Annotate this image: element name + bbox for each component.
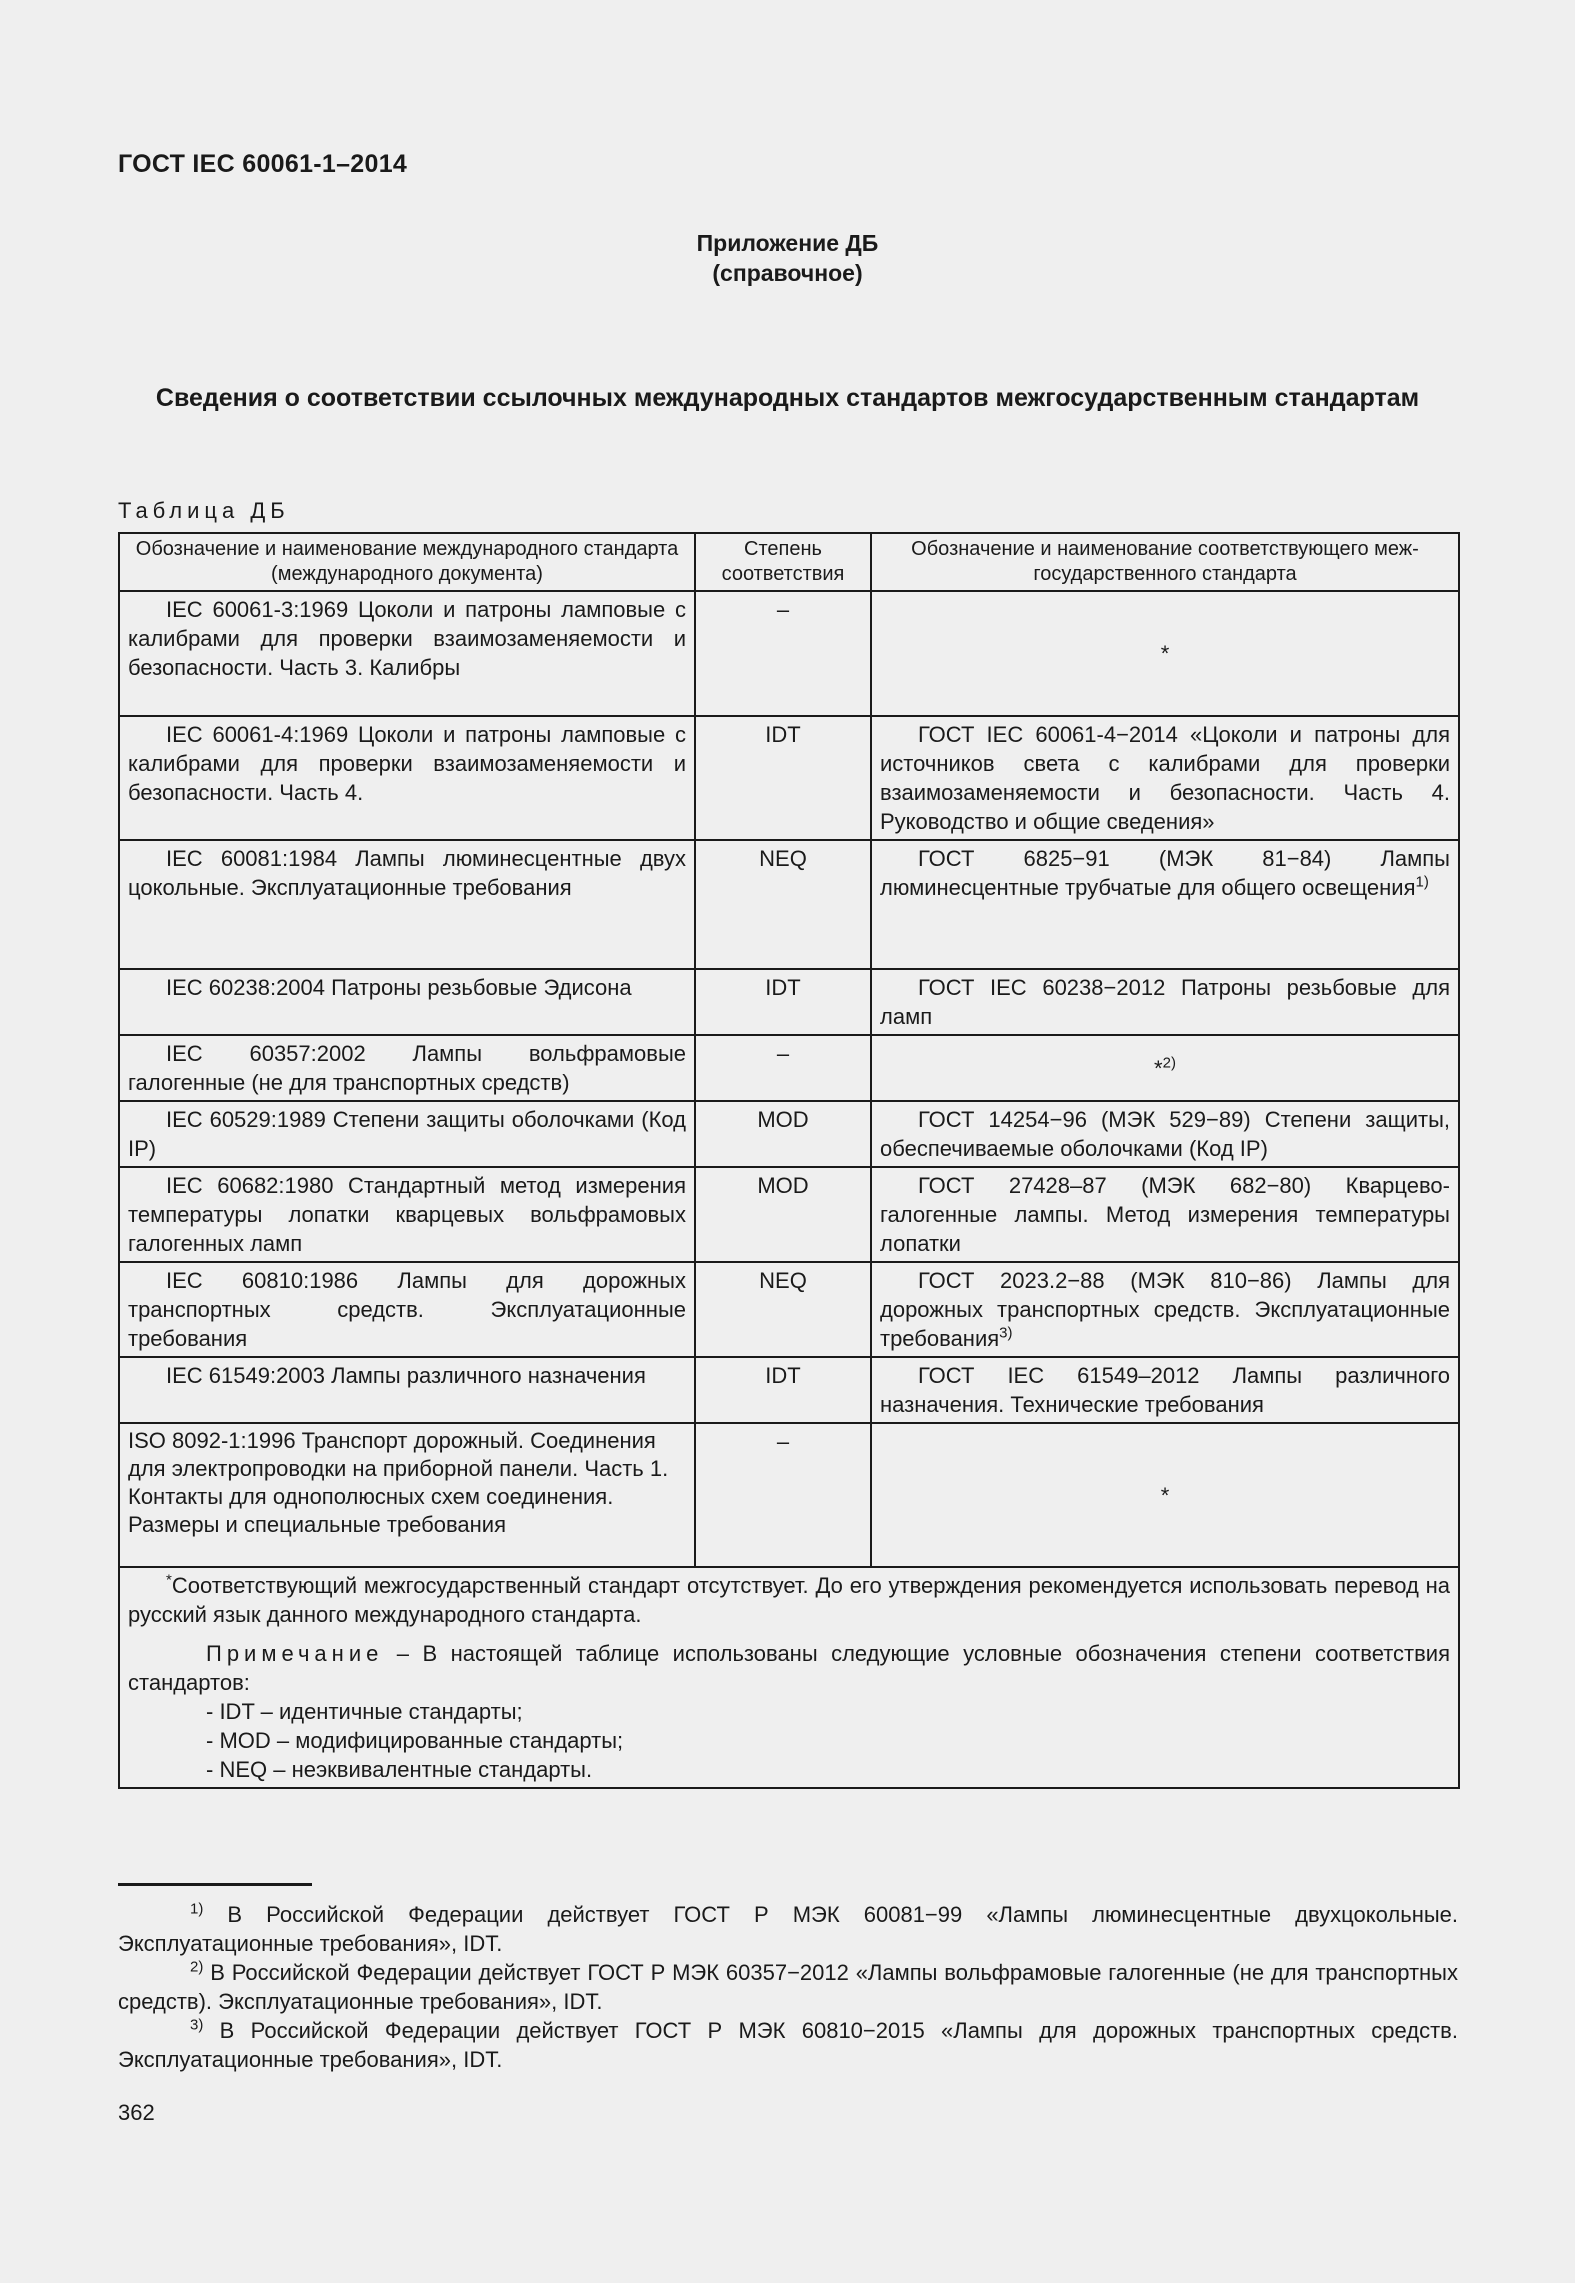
gost-cell [871, 969, 1459, 1035]
footnote-ref: 3) [999, 1324, 1013, 1342]
table-header-row [119, 533, 1459, 591]
page-number: 362 [118, 2100, 155, 2125]
header-degree: Степень соответствия [695, 533, 871, 591]
gost-text: * [1160, 1482, 1170, 1508]
footnote-mark: 2) [190, 1958, 204, 1976]
gost-text: * [1160, 641, 1170, 666]
footnotes [118, 1900, 1458, 2074]
note-text: – В настоящей таблице использованы следующие условные обозначения степени соответствия стандартов: [128, 1641, 1450, 1695]
intl-standard-cell: IEC 60529:1989 Степени защиты оболочками (Код IP) [119, 1101, 695, 1167]
section-title: Сведения о соответствии ссылочных международных стандартов межгосударственным стандартам [155, 384, 1420, 412]
table-row [119, 969, 1459, 1035]
degree-cell: – [695, 1035, 871, 1101]
appendix-heading [0, 228, 1575, 288]
note-label: Примечание [206, 1641, 384, 1666]
table-row [119, 1035, 1459, 1101]
degree-cell: – [695, 591, 871, 716]
gost-text: ГОСТ 14254−96 (МЭК 529−89) Степени защиты, обеспечиваемые оболочками (Код IP) [880, 1107, 1450, 1161]
gost-cell [871, 1262, 1459, 1357]
appendix-title: Приложение ДБ [696, 230, 879, 256]
asterisk-mark: * [166, 1571, 172, 1589]
footnote-text: В Российской Федерации действует ГОСТ Р МЭК 60810−2015 «Лампы для дорожных транспортных средств. Эксплуатационные требования», IDT. [118, 2018, 1458, 2072]
degree-cell: MOD [695, 1101, 871, 1167]
asterisk-note-text: Соответствующий межгосударственный стандарт отсутствует. До его утверждения рекомендуется использовать перевод на русский язык данного международного стандарта. [128, 1573, 1450, 1627]
degree-cell: IDT [695, 969, 871, 1035]
gost-text: ГОСТ 2023.2−88 (МЭК 810−86) Лампы для дорожных транспортных средств. Эксплуатационные требования [880, 1268, 1450, 1351]
footnote-divider [118, 1883, 312, 1886]
table-row [119, 1357, 1459, 1423]
list-item: - MOD – модифицированные стандарты; [206, 1728, 624, 1753]
table-row [119, 1423, 1459, 1567]
table-notes [119, 1567, 1459, 1788]
table-row [119, 1167, 1459, 1262]
gost-text: ГОСТ 27428–87 (МЭК 682−80) Кварцево-галогенные лампы. Метод измерения температуры лопатки [880, 1173, 1450, 1256]
table-row [119, 1262, 1459, 1357]
list-item: - IDT – идентичные стандарты; [206, 1699, 523, 1724]
intl-standard-cell: IEC 60357:2002 Лампы вольфрамовые галогенные (не для транспортных средств) [119, 1035, 695, 1101]
gost-cell [871, 840, 1459, 969]
gost-cell [871, 1423, 1459, 1567]
list-item: - NEQ – неэквивалентные стандарты. [206, 1757, 593, 1782]
header-interstate: Обозначение и наименование соответствующего меж-государственного стандарта [871, 533, 1459, 591]
gost-text: ГОСТ 6825−91 (МЭК 81−84) Лампы люминесцентные трубчатые для общего освещения [880, 846, 1450, 900]
gost-cell [871, 1101, 1459, 1167]
degree-cell: IDT [695, 1357, 871, 1423]
footnote [118, 1900, 1458, 1958]
degree-cell: IDT [695, 716, 871, 840]
intl-standard-cell: IEC 60061-4:1969 Цоколи и патроны ламповые с калибрами для проверки взаимозаменяемости и безопасности. Часть 4. [119, 716, 695, 840]
gost-text: ГОСТ IEC 61549–2012 Лампы различного назначения. Технические требования [880, 1363, 1450, 1417]
degree-cell: MOD [695, 1167, 871, 1262]
table-row [119, 716, 1459, 840]
footnote-ref: 1) [1415, 873, 1429, 891]
footnote-ref: 2) [1162, 1054, 1176, 1072]
table-row [119, 1101, 1459, 1167]
degree-cell: NEQ [695, 840, 871, 969]
intl-standard-cell: IEC 61549:2003 Лампы различного назначения [119, 1357, 695, 1423]
gost-cell [871, 1357, 1459, 1423]
footnote [118, 2016, 1458, 2074]
standards-table [118, 532, 1460, 1789]
footnote [118, 1958, 1458, 2016]
gost-cell [871, 1035, 1459, 1101]
gost-cell [871, 591, 1459, 716]
footnote-mark: 1) [190, 1900, 204, 1918]
asterisk-note [128, 1571, 1450, 1629]
degree-note [128, 1639, 1450, 1697]
table-row [119, 840, 1459, 969]
gost-text: * [1154, 1055, 1163, 1081]
intl-standard-cell: IEC 60810:1986 Лампы для дорожных транспортных средств. Эксплуатационные требования [119, 1262, 695, 1357]
gost-cell [871, 1167, 1459, 1262]
intl-standard-cell: IEC 60081:1984 Лампы люминесцентные двух цокольные. Эксплуатационные требования [119, 840, 695, 969]
gost-text: ГОСТ IEC 60238−2012 Патроны резьбовые для ламп [880, 975, 1450, 1029]
intl-standard-cell: ISO 8092-1:1996 Транспорт дорожный. Соединения для электропроводки на приборной панели. Часть 1. Контакты для однополюсных схем соединения. Размеры и специальные требования [119, 1423, 695, 1567]
header-international: Обозначение и наименование международного стандарта (международного документа) [119, 533, 695, 591]
table-label: Таблица ДБ [118, 498, 290, 523]
intl-standard-cell: IEC 60682:1980 Стандартный метод измерения температуры лопатки кварцевых вольфрамовых галогенных ламп [119, 1167, 695, 1262]
gost-text: ГОСТ IEC 60061-4−2014 «Цоколи и патроны для источников света с калибрами для проверки взаимозаменяемости и безопасности. Часть 4. Руководство и общие сведения» [880, 722, 1450, 834]
appendix-subtitle: (справочное) [712, 260, 863, 286]
intl-standard-cell: IEC 60061-3:1969 Цоколи и патроны ламповые с калибрами для проверки взаимозаменяемости и безопасности. Часть 3. Калибры [119, 591, 695, 716]
footnote-text: В Российской Федерации действует ГОСТ Р МЭК 60081−99 «Лампы люминесцентные двухцокольные. Эксплуатационные требования», IDT. [118, 1902, 1458, 1956]
footnote-mark: 3) [190, 2016, 204, 2034]
degree-cell: – [695, 1423, 871, 1567]
document-code: ГОСТ IEC 60061-1–2014 [118, 150, 408, 178]
degree-cell: NEQ [695, 1262, 871, 1357]
gost-cell [871, 716, 1459, 840]
table-notes-row [119, 1567, 1459, 1788]
intl-standard-cell: IEC 60238:2004 Патроны резьбовые Эдисона [119, 969, 695, 1035]
table-row [119, 591, 1459, 716]
footnote-text: В Российской Федерации действует ГОСТ Р МЭК 60357−2012 «Лампы вольфрамовые галогенные (не для транспортных средств). Эксплуатационные требования», IDT. [118, 1960, 1458, 2014]
